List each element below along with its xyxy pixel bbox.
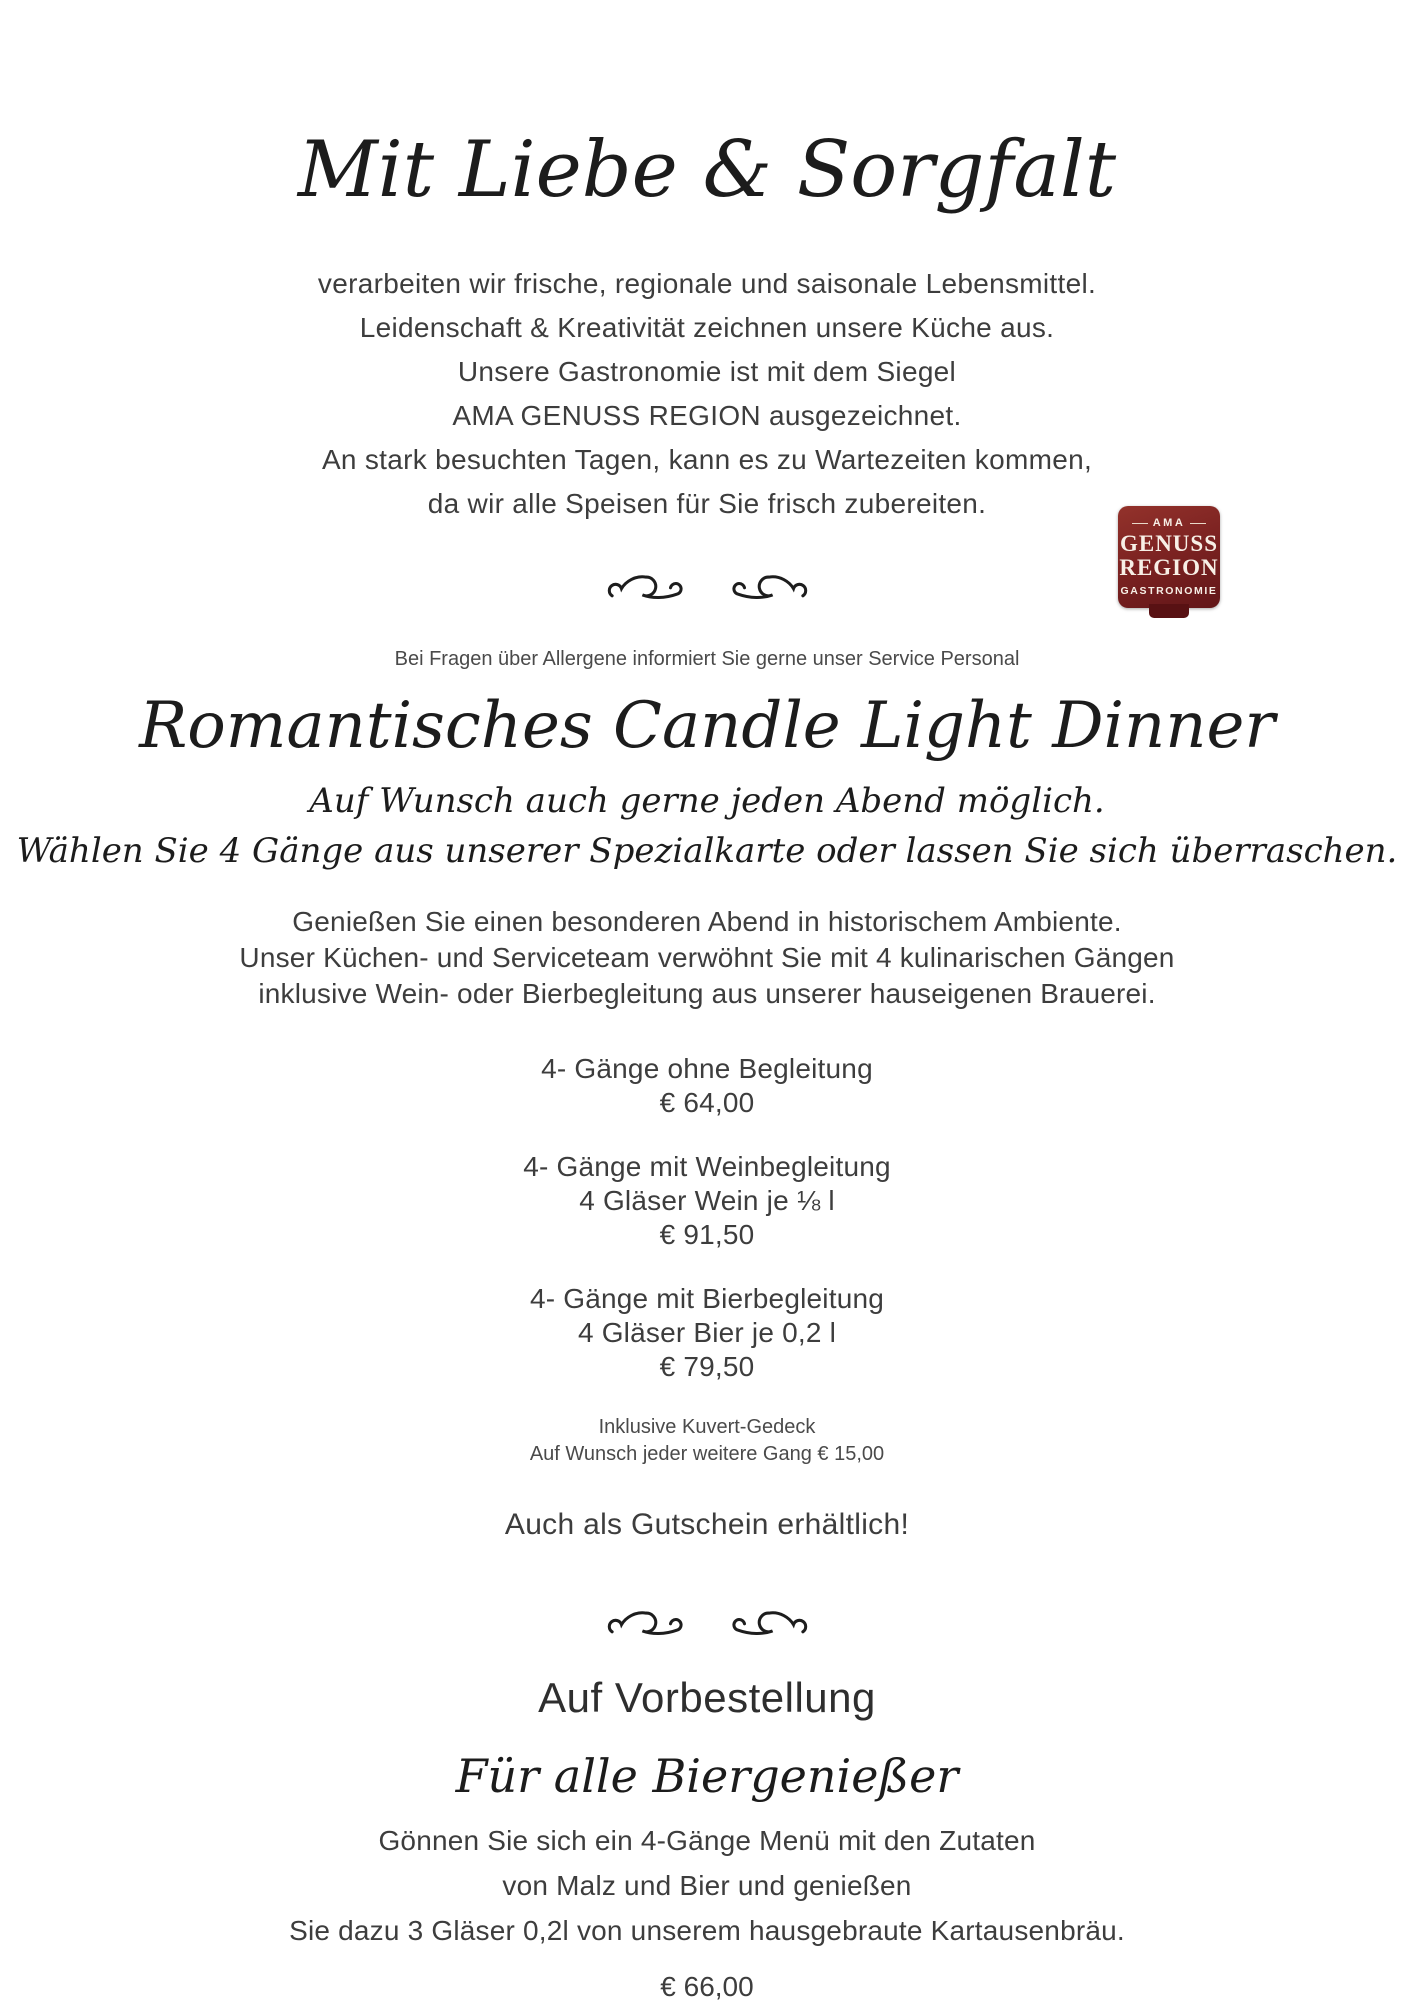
intro-line: da wir alle Speisen für Sie frisch zubereiten.: [427, 487, 987, 519]
offer-title: 4- Gänge mit Weinbegleitung: [523, 1150, 891, 1182]
intro-line: Unsere Gastronomie ist mit dem Siegel: [457, 355, 957, 387]
offer-item: [0, 1150, 1414, 1252]
intro-line: An stark besuchten Tagen, kann es zu Wartezeiten kommen,: [321, 443, 1093, 475]
badge-dash-left: [1132, 523, 1148, 524]
offer-list: [0, 1052, 1414, 1384]
offer-item: [0, 1282, 1414, 1384]
dinner-script-subtitles: [0, 776, 1414, 876]
beer-title: Für alle Biergenießer: [455, 1748, 959, 1803]
dinner-description-line: Genießen Sie einen besonderen Abend in historischem Ambiente.: [292, 905, 1122, 937]
beer-description-line: Gönnen Sie sich ein 4-Gänge Menü mit den Zutaten: [378, 1825, 1036, 1857]
allergen-note: Bei Fragen über Allergene informiert Sie gerne unser Service Personal: [394, 647, 1020, 670]
offer-price: € 64,00: [659, 1086, 755, 1118]
voucher-note: Auch als Gutschein erhältlich!: [504, 1507, 910, 1541]
intro-line: verarbeiten wir frische, regionale und saisonale Lebensmittel.: [317, 267, 1097, 299]
offer-item: [0, 1052, 1414, 1120]
intro-line: AMA GENUSS REGION ausgezeichnet.: [452, 399, 962, 431]
beer-description-line: von Malz und Bier und genießen: [502, 1870, 912, 1902]
badge-word-genuss: GENUSS: [1119, 531, 1219, 556]
preorder-heading: Auf Vorbestellung: [538, 1673, 876, 1721]
dinner-title: Romantisches Candle Light Dinner: [139, 688, 1275, 763]
badge-dash-right: [1190, 523, 1206, 524]
ama-genuss-region-badge: [1118, 506, 1220, 608]
offer-title: 4- Gänge ohne Begleitung: [541, 1052, 873, 1084]
badge-ama-label: AMA: [1152, 517, 1186, 529]
beer-description: [0, 1818, 1414, 1953]
dinner-script-line: Wählen Sie 4 Gänge aus unserer Spezialkarte oder lassen Sie sich überraschen.: [16, 830, 1398, 871]
offer-detail: 4 Gläser Wein je ⅛ l: [579, 1184, 835, 1216]
flourish-ornament-icon: [605, 1600, 810, 1644]
kuvert-note: [0, 1414, 1414, 1468]
badge-gastronomie-label: GASTRONOMIE: [1120, 585, 1218, 597]
offer-price: € 79,50: [659, 1350, 755, 1382]
flourish-ornament-icon: [605, 564, 810, 608]
kuvert-note-line: Inklusive Kuvert-Gedeck: [598, 1415, 816, 1438]
beer-menu-price: € 66,00: [660, 1971, 754, 2000]
dinner-description: [0, 904, 1414, 1012]
badge-tab: [1149, 604, 1189, 618]
offer-price: € 91,50: [659, 1218, 755, 1250]
intro-paragraph: [0, 262, 1414, 526]
dinner-description-line: inklusive Wein- oder Bierbegleitung aus unserer hauseigenen Brauerei.: [258, 977, 1156, 1009]
dinner-description-line: Unser Küchen- und Serviceteam verwöhnt Sie mit 4 kulinarischen Gängen: [239, 941, 1175, 973]
divider-bottom: [0, 1600, 1414, 1648]
intro-line: Leidenschaft & Kreativität zeichnen unsere Küche aus.: [359, 311, 1055, 343]
dinner-script-line: Auf Wunsch auch gerne jeden Abend möglich.: [309, 780, 1105, 821]
page-title: Mit Liebe & Sorgfalt: [297, 125, 1117, 215]
offer-title: 4- Gänge mit Bierbegleitung: [529, 1282, 885, 1314]
beer-description-line: Sie dazu 3 Gläser 0,2l von unserem hausgebraute Kartausenbräu.: [289, 1915, 1125, 1947]
badge-word-region: REGION: [1119, 555, 1219, 580]
kuvert-note-line: Auf Wunsch jeder weitere Gang € 15,00: [529, 1442, 885, 1465]
badge-top-row: [1132, 517, 1207, 529]
offer-detail: 4 Gläser Bier je 0,2 l: [577, 1316, 837, 1348]
